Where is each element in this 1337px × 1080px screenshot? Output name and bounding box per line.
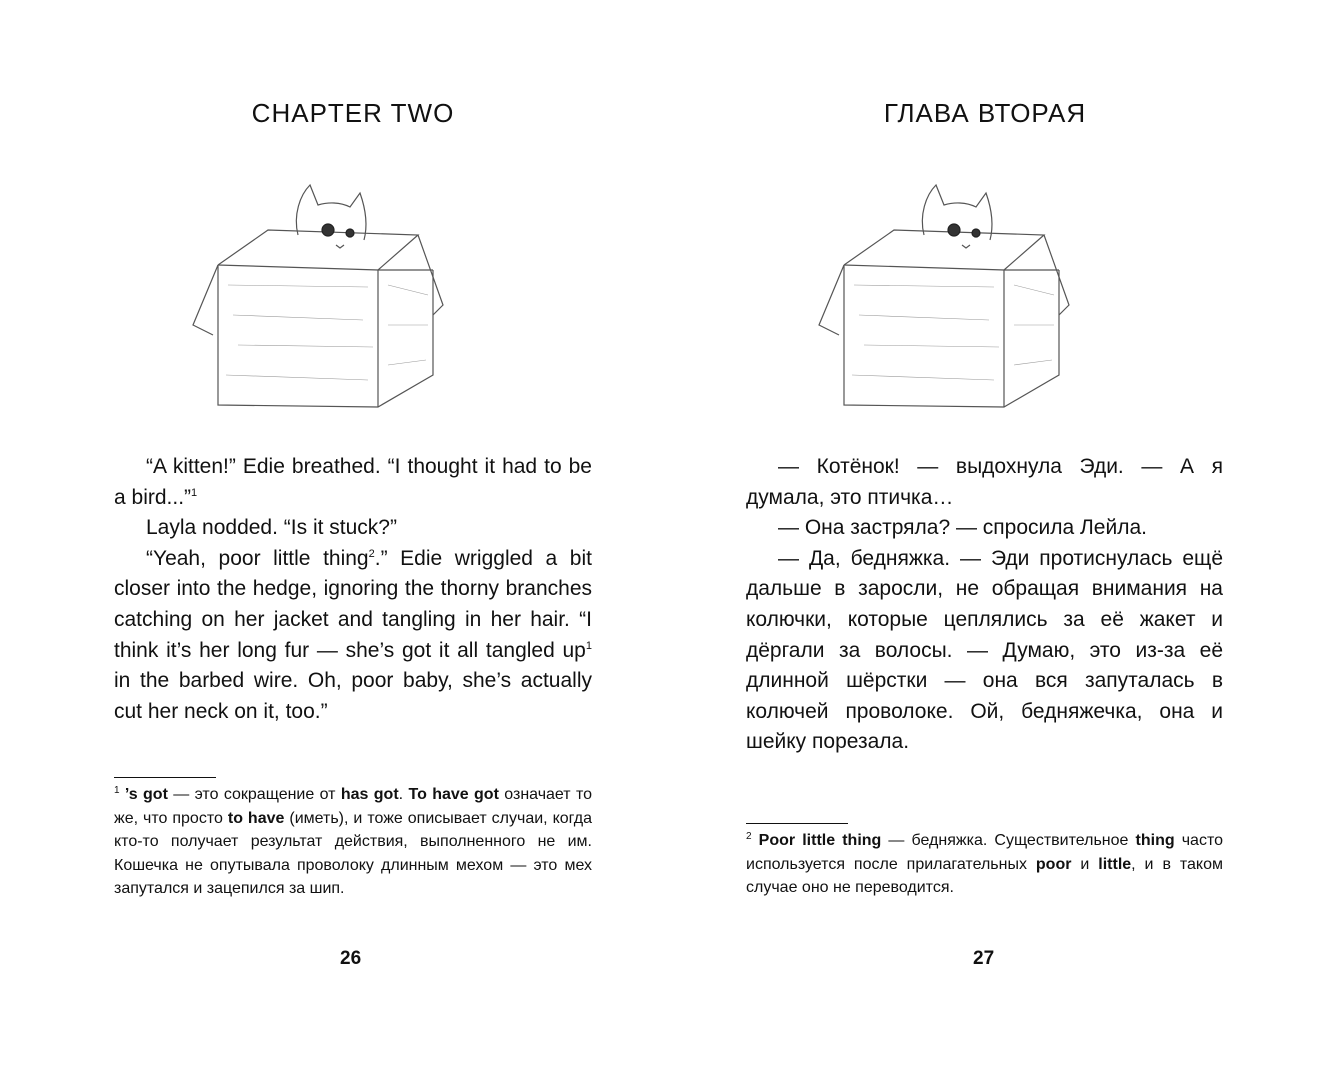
footnote-term: to have [227,809,285,827]
footnote-text: , и в таком случае оно не переводится. [746,855,1224,897]
paragraph-text: .” Edie wriggled a bit closer into the hedge, ignoring the thorny branches catching on her jacket and tangling in her hair. “I think it’s her long fur — she’s got it all tangled up [114,546,592,662]
footnote-text: означает то же, что просто [114,786,593,827]
kitten-in-box-illustration [804,175,1074,415]
paragraph: — Да, бедняжка. — Эди протиснулась ещё дальше в заросли, не обращая внимания на колючки, которые цеплялись за её жакет и дёргали за волосы. — Думаю, это из-за её длинной шёрстки — она вся запуталась в колючей проволоке. Ой, бедняжечка, она и шейку порезала. [746,546,1223,754]
page-number: 27 [973,948,995,969]
footnote-ref: 1 [191,486,198,499]
paragraph [114,544,592,728]
footnote-divider [114,777,216,778]
page-number: 26 [340,948,362,969]
footnote-term: little [1098,855,1132,873]
right-page [668,0,1337,1080]
paragraph: — Она застряла? — спросила Лейла. [778,516,1147,540]
paragraph [114,452,592,513]
chapter-title-russian: ГЛАВА ВТОРАЯ [883,98,1087,128]
footnote-term: poor [1035,855,1072,873]
footnote-ref: 1 [585,639,592,652]
footnote-ref: 2 [368,547,375,560]
footnote-term: To have got [408,786,499,803]
paragraph-text: Layla nodded. “Is it stuck?” [146,516,397,540]
paragraph: — Котёнок! — выдохнула Эди. — А я думала, это птичка… [746,455,1223,509]
body-text-russian [746,452,1223,758]
footnote-number: 2 [746,831,752,842]
body-text-english [114,452,592,727]
footnote-text: — бедняжка. Существительное [881,832,1136,849]
footnote-text: и [1071,855,1099,873]
paragraph-text: in the barbed wire. Oh, poor baby, she’s actually cut her neck on it, too.” [114,669,592,723]
footnote-divider [746,823,848,824]
footnote-text: — это сокращение от [167,786,341,803]
footnote-term: ’s got [124,786,168,803]
paragraph-text: “A kitten!” Edie breathed. “I thought it had to be a bird...” [114,455,592,509]
footnote-number: 1 [114,785,120,796]
footnote-1 [114,783,592,901]
footnote-2 [746,829,1223,900]
footnote-text: часто используется после прилагательных [746,832,1223,873]
footnote-term: thing [1135,832,1175,849]
paragraph [114,513,592,544]
paragraph-text: “Yeah, poor little thing [146,546,369,570]
footnote-text: (иметь), и тоже описывает случаи, когда кто-то получает результат действия, выполненного не им. Кошечка не опутывала проволоку длинным мехом — это мех запутался и зацепился за шип. [114,809,593,898]
footnote-term: Poor little thing [758,832,882,849]
footnote-text: . [398,786,409,803]
left-page [0,0,668,1080]
footnote-term: has got [340,786,399,803]
kitten-in-box-illustration [178,175,448,415]
chapter-title-english: CHAPTER TWO [251,98,455,128]
